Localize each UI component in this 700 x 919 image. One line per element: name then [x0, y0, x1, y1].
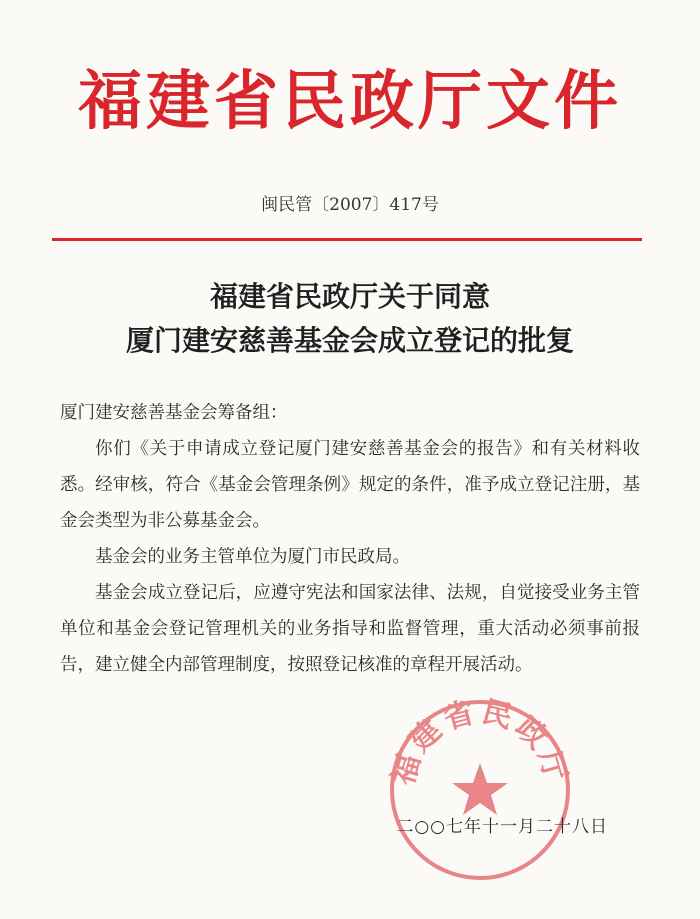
- document-body: [60, 395, 640, 683]
- title-line-1: 福建省民政厅关于同意: [209, 280, 490, 313]
- document-header-title: 福建省民政厅文件: [78, 64, 622, 139]
- official-seal: [385, 695, 575, 885]
- document-title: [0, 275, 700, 363]
- document-number: 闽民管〔2007〕417号: [261, 195, 439, 215]
- header-divider: [52, 238, 642, 241]
- title-line-2: 厦门建安慈善基金会成立登记的批复: [125, 324, 574, 357]
- paragraph-3: 基金会成立登记后，应遵守宪法和国家法律、法规，自觉接受业务主管单位和基金会登记管理机关的业务指导和监督管理，重大活动必须事前报告，建立健全内部管理制度，按照登记核准的章程开展活动。: [60, 583, 640, 675]
- paragraph-1: 你们《关于申请成立登记厦门建安慈善基金会的报告》和有关材料收悉。经审核，符合《基金会管理条例》规定的条件，准予成立登记注册，基金会类型为非公募基金会。: [60, 439, 640, 531]
- svg-text:福建省民政厅: [386, 695, 574, 789]
- seal-text: 福建省民政厅: [385, 695, 575, 789]
- seal-star-icon: [452, 763, 508, 815]
- paragraph-2: 基金会的业务主管单位为厦门市民政局。: [95, 547, 410, 567]
- salutation: 厦门建安慈善基金会筹备组：: [60, 403, 288, 423]
- document-date: 二○○七年十一月二十八日: [396, 817, 608, 837]
